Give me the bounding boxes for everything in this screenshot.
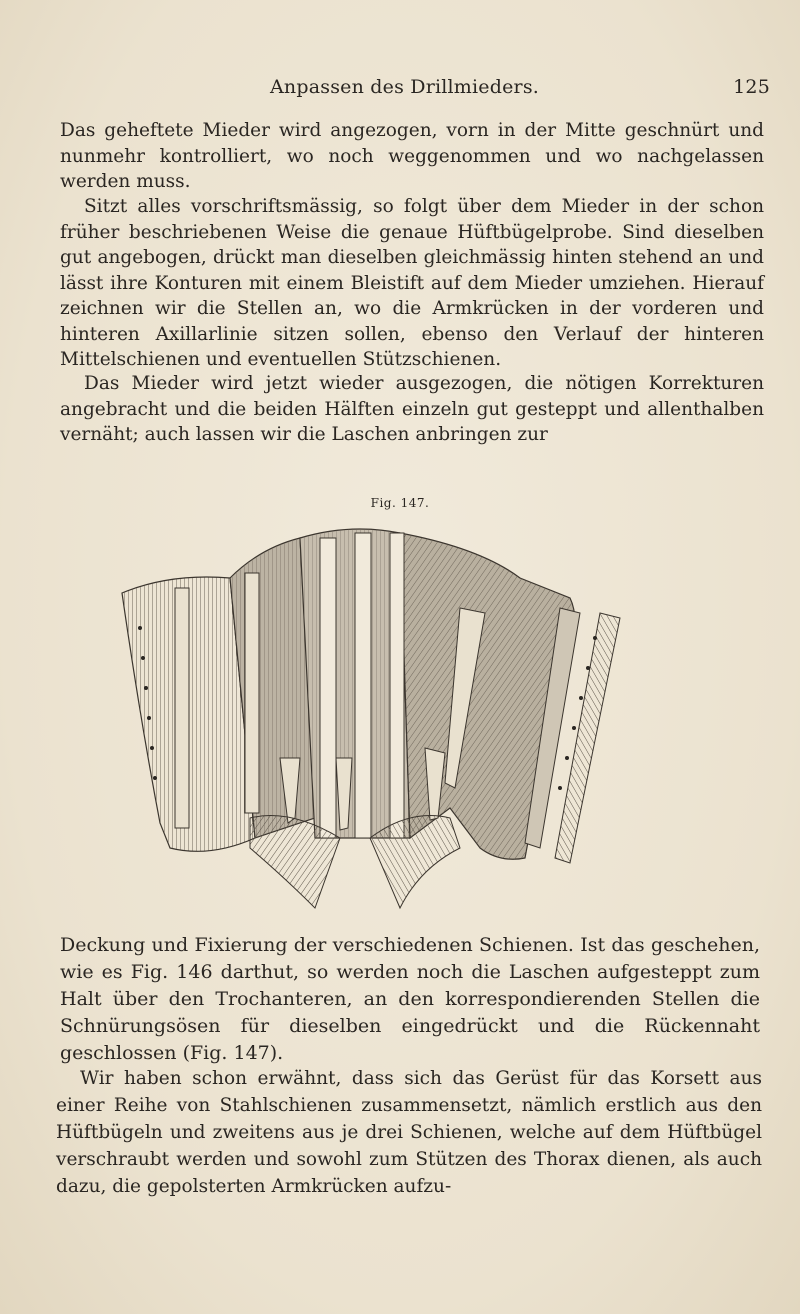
paragraph-2: Sitzt alles vorschriftsmässig, so folgt über dem Mieder in der schon früher beschriebenen Weise die genaue Hüftbügelprobe. Sind dieselben gut angebogen, drückt man dieselben gleichmässig hinten stehend an und lässt ihre Konturen mit einem Bleistift auf dem Mieder umziehen. Hierauf zeichnen wir die Stellen an, wo die Armkrücken in der vorderen und hinteren Axillarlinie sitzen sollen, ebenso den Verlauf der hinteren Mittelschienen und eventuellen Stützschienen. xyxy=(60,196,764,370)
page-number: 125 xyxy=(733,76,770,98)
page-header xyxy=(90,76,770,102)
paragraph-1: Das geheftete Mieder wird angezogen, vorn in der Mitte geschnürt und nunmehr kontrolliert, wo noch weggenommen und wo nachgelassen werden muss. xyxy=(60,120,764,192)
figure-caption: Fig. 147. xyxy=(370,496,430,510)
running-title: Anpassen des Drillmieders. xyxy=(270,76,540,98)
corset-figure xyxy=(100,518,640,918)
paragraph-3: Das Mieder wird jetzt wieder ausgezogen, die nötigen Korrekturen angebracht und die beiden Hälften einzeln gut gesteppt und allenthalben vernäht; auch lassen wir die Laschen anbringen zur xyxy=(60,373,764,445)
paragraph-4: Deckung und Fixierung der verschiedenen Schienen. Ist das geschehen, wie es Fig. 146 darthut, so werden noch die Laschen aufgesteppt zum Halt über den Trochanteren, an den korrespondierenden Stellen die Schnürungsösen für dieselben eingedrückt und die Rückennaht geschlossen (Fig. 147). xyxy=(60,934,760,1064)
paragraph-5: Wir haben schon erwähnt, dass sich das Gerüst für das Korsett aus einer Reihe von Stahlschienen zusammensetzt, nämlich erstlich aus den Hüftbügeln und zweitens aus je drei Schienen, welche auf dem Hüftbügel verschraubt werden und sowohl zum Stützen des Thorax dienen, als auch dazu, die gepolsterten Armkrücken aufzu- xyxy=(56,1068,762,1197)
corset-body xyxy=(122,529,620,908)
